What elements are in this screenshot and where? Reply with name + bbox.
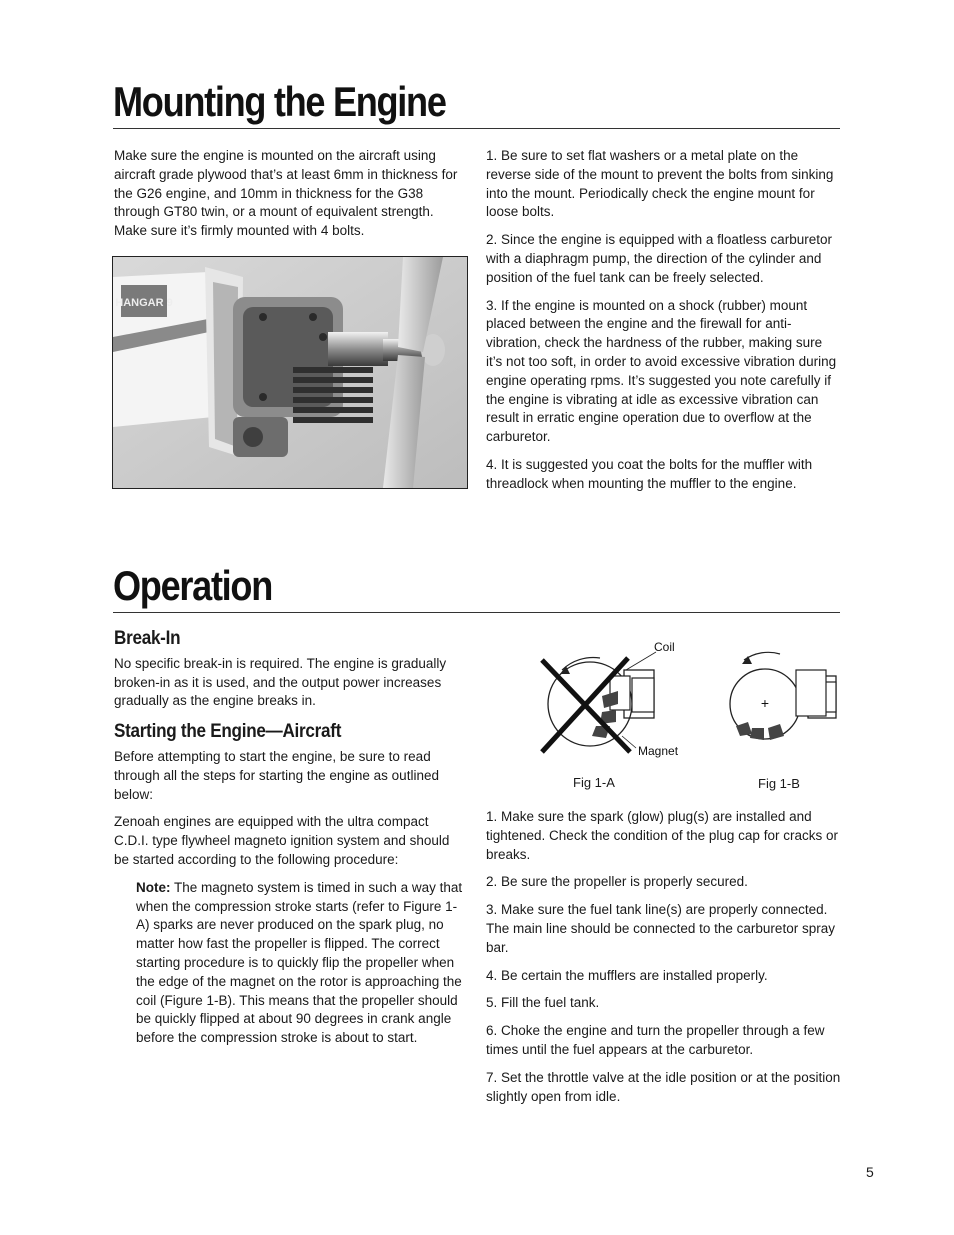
note-text: The magneto system is timed in such a way that when the compression stroke starts (refer to Figure 1-A) sparks are never produced on the spark plug, no matter how fast the propeller is flipped. The correct starting procedure is to quickly flip the propeller when the edge of the magnet on the rotor is approaching the coil (Figure 1-B). This means that the propeller should be quickly flipped at about 90 degrees in crank angle before the compression stroke is about to start. bbox=[136, 879, 463, 1046]
step-6: 6. Choke the engine and turn the propeller through a few times until the fuel appears at the carburetor. bbox=[486, 1023, 825, 1057]
mounting-intro-column bbox=[114, 147, 466, 250]
note-label: Note: bbox=[136, 879, 171, 895]
step-2: 2. Be sure the propeller is properly secured. bbox=[486, 874, 748, 890]
note-paragraph bbox=[114, 879, 466, 1048]
mounting-item-1: 1. Be sure to set flat washers or a metal plate on the reverse side of the mount to prevent the bolts from sinking into the mount. Periodically check the engine mount for loose bolts. bbox=[486, 148, 834, 220]
engine-photo-illustration bbox=[113, 257, 467, 488]
fig-1a-caption: Fig 1-A bbox=[573, 775, 615, 790]
step-1: 1. Make sure the spark (glow) plug(s) are installed and tightened. Check the condition of the plug cap for cracks or breaks. bbox=[486, 809, 838, 862]
mounting-intro-text: Make sure the engine is mounted on the aircraft using aircraft grade plywood that’s at least 6mm in thickness for the G26 engine, and 10mm in thickness for the G38 through GT80 twin, or a mount of equivalent strength. Make sure it’s firmly mounted with 4 bolts. bbox=[114, 148, 458, 239]
fig-1b-caption: Fig 1-B bbox=[758, 776, 800, 791]
starting-heading: Starting the Engine—Aircraft bbox=[114, 721, 342, 743]
mounting-item-4: 4. It is suggested you coat the bolts for the muffler with threadlock when mounting the muffler to the engine. bbox=[486, 456, 813, 491]
hangar9-logo: HANGAR 9 bbox=[115, 297, 173, 309]
section-title-mounting: Mounting the Engine bbox=[113, 78, 446, 125]
ignition-timing-figures bbox=[530, 636, 850, 796]
section-title-operation: Operation bbox=[113, 562, 272, 609]
operation-left-column bbox=[114, 630, 466, 1057]
breakin-text: No specific break-in is required. The engine is gradually broken-in as it is used, and the output power increases gradually as the engine breaks in. bbox=[114, 655, 447, 709]
starting-paragraph-2: Zenoah engines are equipped with the ultra compact C.D.I. type flywheel magneto ignition system and should be started according to the following procedure: bbox=[114, 814, 450, 867]
operation-steps-column bbox=[486, 808, 842, 1115]
magnet-label: Magnet bbox=[638, 744, 679, 758]
mounting-items-column bbox=[486, 147, 842, 503]
engine-photo bbox=[112, 256, 468, 489]
coil-label: Coil bbox=[654, 640, 675, 654]
step-7: 7. Set the throttle valve at the idle position or at the position slightly open from idle. bbox=[486, 1069, 841, 1104]
step-5: 5. Fill the fuel tank. bbox=[486, 995, 600, 1011]
starting-paragraph-1: Before attempting to start the engine, be sure to read through all the steps for starting the engine as outlined below: bbox=[114, 748, 439, 802]
page-number: 5 bbox=[866, 1164, 874, 1180]
step-4: 4. Be certain the mufflers are installed properly. bbox=[486, 967, 768, 983]
mounting-item-2: 2. Since the engine is equipped with a floatless carburetor with a diaphragm pump, the direction of the cylinder and position of the fuel tank can be freely selected. bbox=[486, 232, 832, 285]
title-rule bbox=[113, 612, 840, 613]
title-rule bbox=[113, 128, 840, 129]
step-3: 3. Make sure the fuel tank line(s) are properly connected. The main line should be connected to the carburetor spray bar. bbox=[486, 902, 835, 955]
center-mark-icon: + bbox=[760, 695, 770, 711]
figure-1a-diagram bbox=[542, 652, 656, 752]
figure-1b-diagram bbox=[730, 652, 836, 740]
breakin-heading: Break-In bbox=[114, 628, 181, 649]
mounting-item-3: 3. If the engine is mounted on a shock (rubber) mount placed between the engine and the firewall for anti-vibration, check the hardness of the rubber, making sure it’s not too soft, in order to avoid excessive vibration during engine operating rpms. It’s suggested you note carefully if the engine is vibrating at idle as excessive vibration can result in erratic engine operation due to overflow at the carburetor. bbox=[486, 297, 837, 445]
